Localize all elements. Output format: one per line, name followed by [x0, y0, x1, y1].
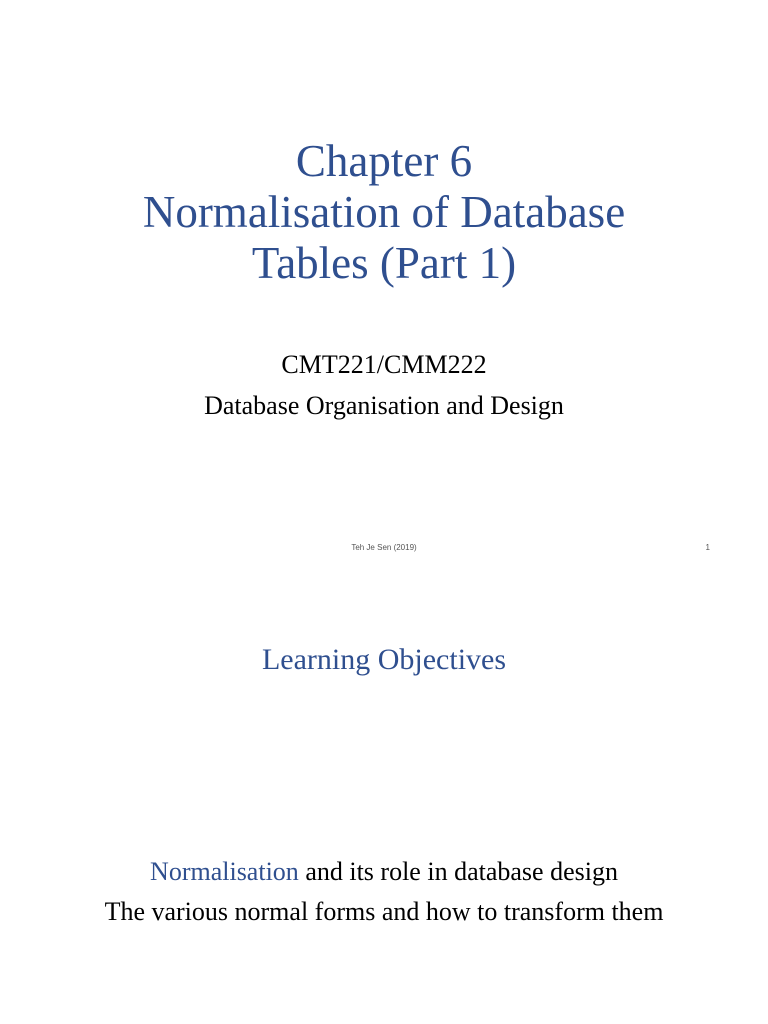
learning-objectives-heading: Learning Objectives: [261, 643, 507, 676]
footer-author: Teh Je Sen (2019): [351, 543, 417, 552]
slide-title: [0, 136, 768, 289]
page-number: 1: [705, 543, 710, 552]
objective-text: and its role in database design: [298, 857, 618, 886]
title-line-chapter: Chapter 6: [295, 136, 473, 186]
objective-item-1: [0, 852, 768, 892]
learning-objectives-list: [0, 852, 768, 932]
course-name: Database Organisation and Design: [204, 391, 564, 420]
title-line-part: Tables (Part 1): [251, 238, 517, 288]
objective-item-2: The various normal forms and how to transform them: [104, 897, 664, 926]
course-code: CMT221/CMM222: [281, 350, 487, 379]
title-line-topic: Normalisation of Database: [142, 187, 626, 237]
slide-2: [0, 576, 768, 1024]
slide-subtitle: [0, 344, 768, 426]
objective-highlight: Normalisation: [150, 857, 299, 886]
